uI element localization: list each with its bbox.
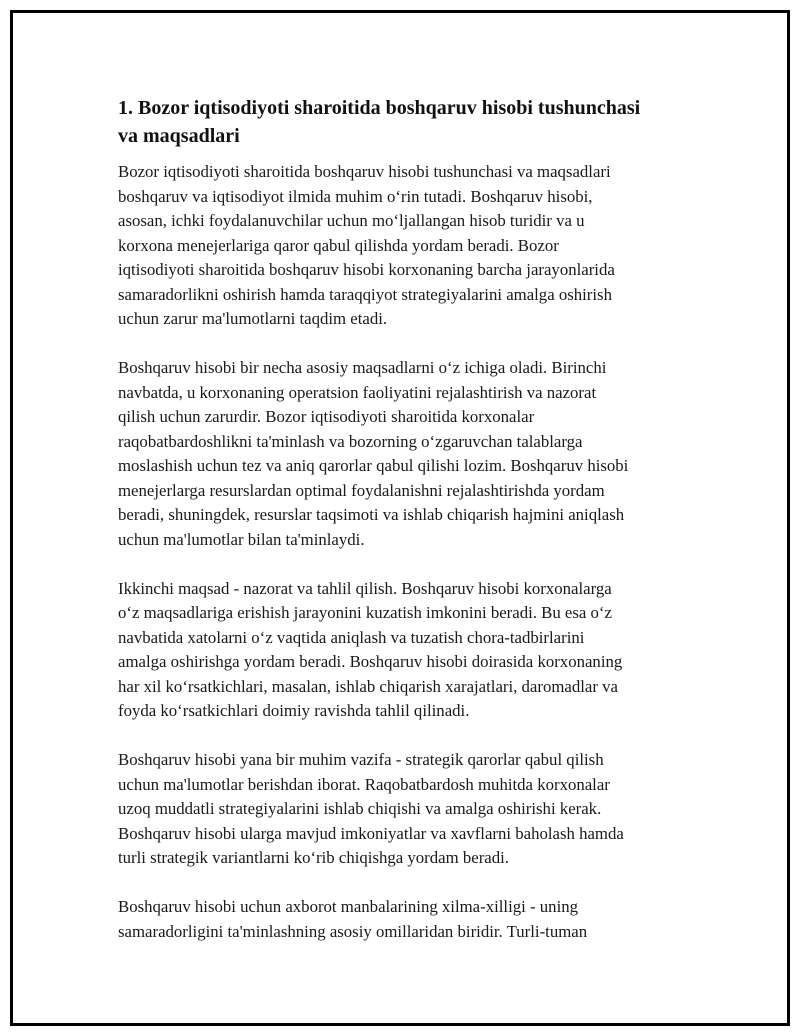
paragraph-4: Boshqaruv hisobi yana bir muhim vazifa - strategik qarorlar qabul qilish uchun ma'lumotlar berishdan iborat. Raqobatbardosh muhitda korxonalar uzoq muddatli strategiyalarini ishlab chiqishi va amalga oshirishi kerak. Boshqaruv hisobi ularga mavjud imkoniyatlar va xavflarni baholash hamda turli strategik variantlarni ko‘rib chiqishga yordam beradi. [118,750,624,867]
paragraph-3: Ikkinchi maqsad - nazorat va tahlil qilish. Boshqaruv hisobi korxonalarga o‘z maqsadlariga erishish jarayonini kuzatish imkonini beradi. Bu esa o‘z navbatida xatolarni o‘z vaqtida aniqlash va tuzatish chora-tadbirlarini amalga oshirishga yordam beradi. Boshqaruv hisobi doirasida korxonaning har xil ko‘rsatkichlari, masalan, ishlab chiqarish xarajatlari, daromadlar va foyda ko‘rsatkichlari doimiy ravishda tahlil qilinadi. [118,578,623,720]
paragraph-2: Boshqaruv hisobi bir necha asosiy maqsadlarni o‘z ichiga oladi. Birinchi navbatda, u korxonaning operatsion faoliyatini rejalashtirish va nazorat qilish uchun zarurdir. Bozor iqtisodiyoti sharoitida korxonalar raqobatbardoshlikni ta'minlash va bozorning o‘zgaruvchan talablarga moslashish uchun tez va aniq qarorlar qabul qilishi lozim. Boshqaruv hisobi menejerlarga resurslardan optimal foydalanishni rejalashtirishda yordam beradi, shuningdek, resurslar taqsimoti va ishlab chiqarish hajmini aniqlash uchun ma'lumotlar bilan ta'minlaydi. [118,358,629,549]
paragraph-1: Bozor iqtisodiyoti sharoitida boshqaruv hisobi tushunchasi va maqsadlari boshqaruv va iqtisodiyot ilmida muhim o‘rin tutadi. Boshqaruv hisobi, asosan, ichki foydalanuvchilar uchun mo‘ljallangan hisob turidir va u korxona menejerlariga qaror qabul qilishda yordam beradi. Bozor iqtisodiyoti sharoitida boshqaruv hisobi korxonaning barcha jarayonlarida samaradorlikni oshirish hamda taraqqiyot strategiyalarini amalga oshirish uchun zarur ma'lumotlarni taqdim etadi. [118,162,615,328]
paragraph-5: Boshqaruv hisobi uchun axborot manbalarining xilma-xilligi - uning samaradorligini ta'minlashning asosiy omillaridan biridir. Turli-tuman [118,897,588,941]
document-body [118,94,698,969]
section-heading: 1. Bozor iqtisodiyoti sharoitida boshqaruv hisobi tushunchasi va maqsadlari [118,97,641,147]
